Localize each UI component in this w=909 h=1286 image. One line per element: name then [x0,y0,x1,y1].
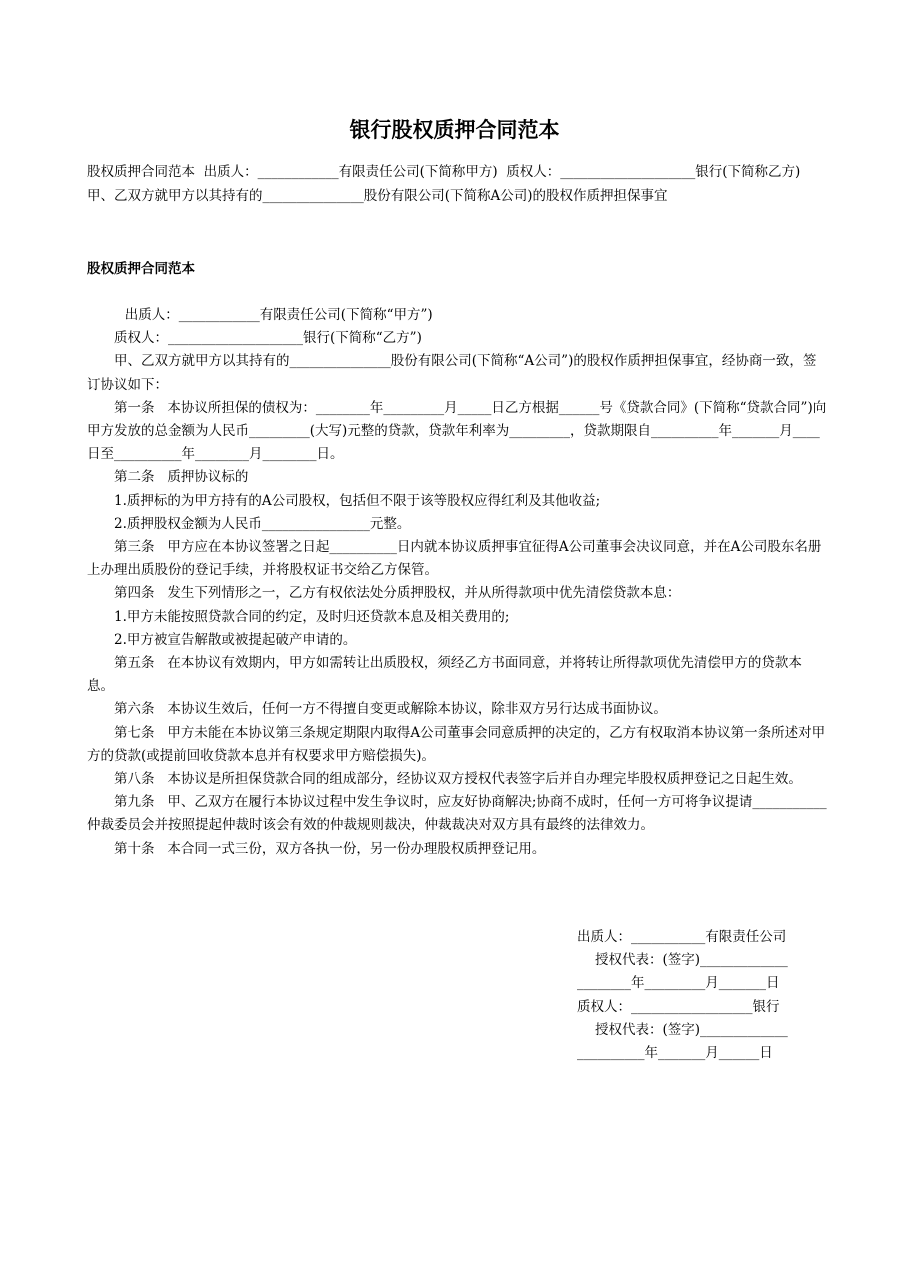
signature-pledgor-date: ________年_________月_______日 [577,975,780,992]
document-title: 银行股权质押合同范本 [349,118,560,142]
signature-pledgor: 出质人：___________有限责任公司 [577,929,787,945]
contract-body [87,304,827,861]
article-2: 第二条 质押协议标的 [114,469,249,486]
document-summary: 股权质押合同范本 出质人：____________有限责任公司(下简称甲方) 质权人：____________________银行(下简称乙方) 甲、乙双方就甲方以其持有的_______________股份有限公司(下简称A公司)的股权作质押担保事宜 [87,164,809,204]
article-3: 第三条 甲方应在本协议签署之日起__________日内就本协议质押事宜征得A公司董事会决议同意，并在A公司股东名册上办理出质股份的登记手续，并将股权证书交给乙方保管。 [87,539,822,579]
article-1: 第一条 本协议所担保的债权为：________年_________月_____日乙方根据______号《贷款合同》(下简称“贷款合同”)向甲方发放的总金额为人民币_________(大写)元整的贷款，贷款年利率为_________，贷款期限自__________年_______月____日至__________年________月________日。 [87,399,827,463]
article-9: 第九条 甲、乙双方在履行本协议过程中发生争议时，应友好协商解决;协商不成时，任何一方可将争议提请___________仲裁委员会并按照提起仲裁时该会有效的仲裁规则裁决，仲裁裁决对双方具有最终的法律效力。 [87,794,827,834]
article-8: 第八条 本协议是所担保贷款合同的组成部分，经协议双方授权代表签字后并自办理完毕股权质押登记之日起生效。 [114,771,802,788]
article-5: 第五条 在本协议有效期内，甲方如需转让出质股权，须经乙方书面同意，并将转让所得款项优先清偿甲方的贷款本息。 [87,655,802,695]
signature-pledgee: 质权人：__________________银行 [577,998,780,1015]
signature-pledgee-date: __________年_______月______日 [577,1045,773,1062]
pledgee-line: 质权人：____________________银行(下简称“乙方”) [114,330,422,347]
signature-pledgee-representative: 授权代表：(签字)_____________ [595,1021,788,1038]
article-4-item-1: 1.甲方未能按照贷款合同的约定，及时归还贷款本息及相关费用的; [114,608,510,625]
article-6: 第六条 本协议生效后，任何一方不得擅自变更或解除本协议，除非双方另行达成书面协议。 [114,701,667,718]
article-10: 第十条 本合同一式三份，双方各执一份，另一份办理股权质押登记用。 [114,840,546,857]
signature-pledgor-representative: 授权代表：(签字)_____________ [595,952,788,969]
signature-block [577,926,827,1065]
preamble-paragraph: 甲、乙双方就甲方以其持有的_______________股份有限公司(下简称“A公司”)的股权作质押担保事宜，经协商一致，签订协议如下： [87,353,817,393]
article-2-item-2: 2.质押股权金额为人民币________________元整。 [114,515,411,532]
article-4-item-2: 2.甲方被宣告解散或被提起破产申请的。 [114,631,357,648]
section-title: 股权质押合同范本 [87,261,195,277]
article-2-item-1: 1.质押标的为甲方持有的A公司股权，包括但不限于该等股权应得红利及其他收益; [114,492,601,509]
pledgor-line: 出质人：____________有限责任公司(下简称“甲方”) [124,307,433,323]
article-7: 第七条 甲方未能在本协议第三条规定期限内取得A公司董事会同意质押的决定的，乙方有权取消本协议第一条所述对甲方的贷款(或提前回收贷款本息并有权要求甲方赔偿损失)。 [87,724,826,764]
article-4: 第四条 发生下列情形之一，乙方有权依法处分质押股权，并从所得款项中优先清偿贷款本息： [114,585,681,602]
